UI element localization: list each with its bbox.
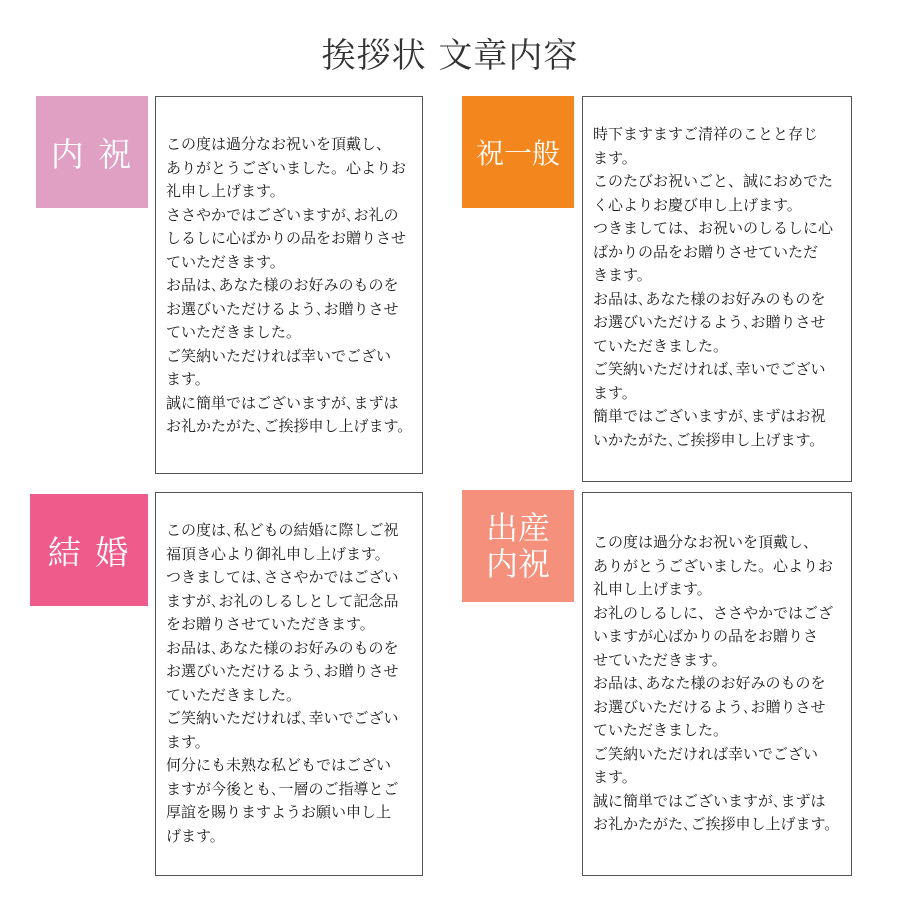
message-line: つきましては､ささやかではござい — [166, 568, 399, 586]
message-line: ていただきました。 — [593, 336, 729, 355]
card-uchiiwai — [155, 96, 423, 474]
message-line: ます。 — [166, 732, 210, 751]
message-line: この度は過分なお祝いを頂戴し、 — [593, 533, 819, 551]
message-kekkon — [166, 519, 412, 848]
message-line: お礼のしるしに、ささやかではござ — [593, 603, 834, 622]
message-line: ますが今後とも､一層のご指導とご — [166, 779, 399, 798]
message-line: 何分にも未熟な私どもではござい — [166, 756, 392, 774]
message-line: お選びいただけるよう､お贈りさせ — [166, 662, 399, 680]
message-line: 福頂き心より御礼申し上げます。 — [166, 544, 390, 563]
message-line: お品は､あなた様のお好みのものを — [166, 638, 399, 657]
tag-shussan-label-line1: 出産 — [485, 509, 550, 547]
message-line: ていただきます。 — [166, 252, 285, 271]
message-line: をお贈りさせていただきます。 — [166, 615, 375, 633]
tag-ippan-label: 祝一般 — [475, 137, 560, 170]
message-line: このたびお祝いごと、誠におめでた — [593, 172, 834, 190]
card-shussan — [582, 492, 852, 876]
message-line: ご笑納いただければ､幸いでござい — [166, 709, 399, 727]
tag-ippan — [462, 96, 574, 208]
message-line: ご笑納いただければ幸いでござい — [593, 744, 819, 763]
message-line: ご笑納いただければ､幸いでござい — [593, 360, 826, 378]
tag-kekkon — [30, 494, 148, 606]
message-ippan — [593, 123, 841, 452]
message-line: 礼申し上げます。 — [166, 182, 285, 200]
message-line: しるしに心ばかりの品をお贈りさせ — [166, 229, 407, 247]
card-kekkon — [155, 492, 423, 876]
message-line: ありがとうございました。心よりお — [166, 158, 407, 177]
message-line: お品は､あなた様のお好みのものを — [593, 289, 826, 308]
message-line: 時下ますますご清祥のことと存じ — [593, 125, 819, 143]
message-line: ていただきました。 — [593, 721, 729, 739]
message-line: く心よりお慶び申し上げます。 — [593, 195, 802, 214]
message-line: げます。 — [166, 826, 225, 845]
message-line: この度は､私どもの結婚に際しご祝 — [166, 521, 399, 539]
message-line: ます。 — [593, 768, 637, 786]
tag-uchiiwai — [36, 96, 148, 208]
message-line: ますが､お礼のしるしとして記念品 — [166, 591, 399, 610]
message-line: 簡単ではございますが､まずはお祝 — [593, 407, 826, 425]
message-line: ます。 — [593, 383, 637, 402]
message-line: きます。 — [593, 266, 652, 284]
message-line: この度は過分なお祝いを頂戴し、 — [166, 135, 392, 153]
message-line: ていただきました。 — [166, 323, 302, 341]
tag-kekkon-label: 結 婚 — [47, 532, 131, 572]
message-line: ます。 — [166, 370, 210, 388]
message-line: ありがとうございました。心よりお — [593, 556, 834, 575]
message-uchiiwai — [166, 133, 412, 439]
message-line: お品は､あなた様のお好みのものを — [593, 674, 826, 692]
tag-shussan-label-line2: 内祝 — [485, 545, 550, 583]
message-line: お選びいただけるよう､お贈りさせ — [593, 313, 826, 331]
page-title: 挨拶状 文章内容 — [321, 36, 579, 76]
message-line: 誠に簡単ではございますが､まずは — [593, 791, 826, 810]
card-ippan — [582, 96, 852, 482]
message-line: ます。 — [593, 148, 637, 167]
message-line: ささやかではございますが､お礼の — [166, 205, 399, 224]
tag-uchiiwai-label: 内 祝 — [50, 134, 134, 174]
message-line: お品は､あなた様のお好みのものを — [166, 276, 399, 294]
message-line: ご笑納いただければ幸いでござい — [166, 346, 392, 365]
message-line: 礼申し上げます。 — [593, 580, 712, 598]
message-line: お選びいただけるよう､お贈りさせ — [166, 299, 399, 318]
message-line: ていただきました。 — [166, 685, 302, 704]
message-line: お選びいただけるよう､お贈りさせ — [593, 697, 826, 716]
message-line: ばかりの品をお贈りさせていただ — [593, 242, 819, 261]
tag-shussan — [462, 490, 574, 602]
message-line: せていただきます。 — [593, 650, 727, 669]
message-line: 厚誼を賜りますようお願い申し上 — [166, 803, 392, 821]
message-line: お礼かたがた､ご挨拶申し上げます。 — [166, 417, 413, 435]
message-line: いますが心ばかりの品をお贈りさ — [593, 627, 819, 645]
message-line: 誠に簡単ではございますが､まずは — [166, 393, 399, 412]
message-line: お礼かたがた､ご挨拶申し上げます。 — [593, 815, 840, 833]
message-line: いかたがた､ご挨拶申し上げます。 — [593, 430, 825, 449]
message-line: つきましては、お祝いのしるしに心 — [593, 219, 834, 237]
message-shussan — [593, 531, 841, 837]
